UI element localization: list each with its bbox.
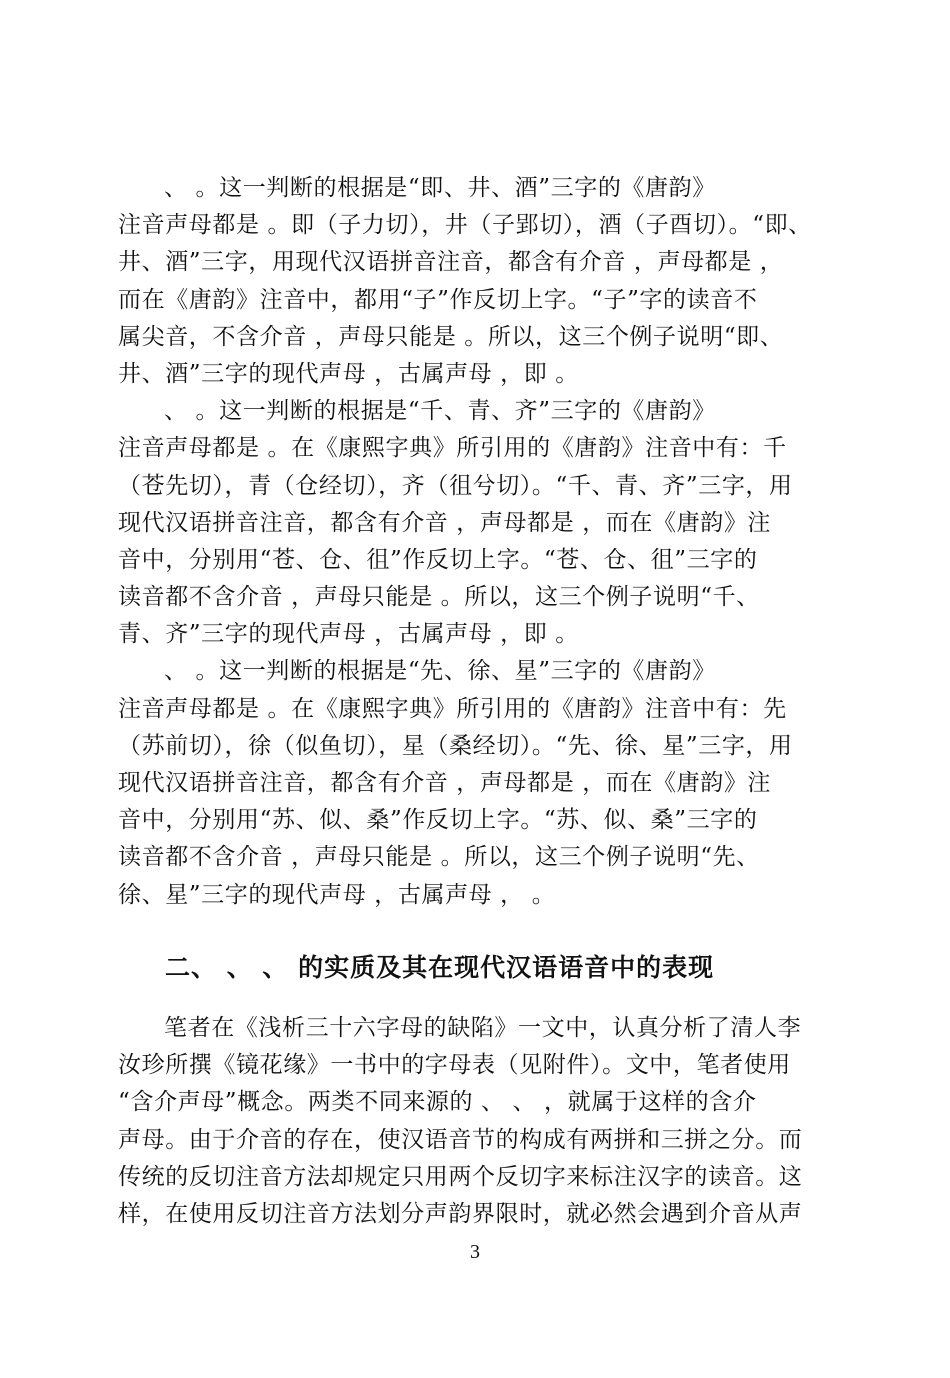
paragraph-line: （苏前切），徐（似鱼切），星（桑经切）。“先、徐、星”三字，用 xyxy=(118,732,793,759)
paragraph-line: 音中，分别用“苏、似、桑”作反切上字。“苏、似、桑”三字的 xyxy=(118,807,758,834)
paragraph-line: 注音声母都是 。在《康熙字典》所引用的《唐韵》注音中有：先 xyxy=(118,695,787,722)
paragraph-line: 、 。这一判断的根据是“千、青、齐”三字的《唐韵》 xyxy=(164,398,716,425)
paragraph-line: 井、酒”三字，用现代汉语拼音注音，都含有介音 ，声母都是 ， xyxy=(118,249,784,276)
paragraph-line: 汝珍所撰《镜花缘》一书中的字母表（见附件）。文中，笔者使用 xyxy=(118,1052,791,1079)
paragraph-line: （苍先切），青（仓经切），齐（徂兮切）。“千、青、齐”三字，用 xyxy=(118,472,793,499)
page-number: 3 xyxy=(470,1241,480,1263)
paragraph-line: 现代汉语拼音注音，都含有介音 ，声母都是 ，而在《唐韵》注 xyxy=(118,770,772,796)
paragraph-line: 声母。由于介音的存在，使汉语音节的构成有两拼和三拼之分。而 xyxy=(118,1126,803,1153)
paragraph-line: 青、齐”三字的现代声母 ，古属声母 ，即 。 xyxy=(118,621,579,648)
paragraph-line: 、 。这一判断的根据是“先、徐、星”三字的《唐韵》 xyxy=(164,658,716,685)
paragraph-line: 属尖音，不含介音 ，声母只能是 。所以，这三个例子说明“即、 xyxy=(118,323,784,350)
paragraph-line: 井、酒”三字的现代声母 ，古属声母 ，即 。 xyxy=(118,360,579,387)
paragraph-line: 注音声母都是 。即（子力切），井（子郢切），酒（子酉切）。“即、 xyxy=(118,212,812,239)
paragraph-line: 、 。这一判断的根据是“即、井、酒”三字的《唐韵》 xyxy=(164,175,716,201)
paragraph-line: 音中，分别用“苍、仓、徂”作反切上字。“苍、仓、徂”三字的 xyxy=(118,546,758,573)
paragraph-line: 而在《唐韵》注音中，都用“子”作反切上字。“子”字的读音不 xyxy=(118,286,758,313)
paragraph-line: 样，在使用反切注音方法划分声韵界限时，就必然会遇到介音从声 xyxy=(118,1200,803,1227)
paragraph-line: 读音都不含介音 ，声母只能是 。所以，这三个例子说明“先、 xyxy=(118,844,760,871)
paragraph-line: “含介声母”概念。两类不同来源的 、 、 ，就属于这样的含介 xyxy=(118,1089,757,1116)
paragraph-line: 读音都不含介音 ，声母只能是 。所以，这三个例子说明“千、 xyxy=(118,584,760,611)
paragraph-line: 传统的反切注音方法却规定只用两个反切字来标注汉字的读音。这 xyxy=(118,1163,803,1190)
paragraph-line: 笔者在《浅析三十六字母的缺陷》一文中，认真分析了清人李 xyxy=(164,1015,802,1041)
section-heading: 二、 、 、 的实质及其在现代汉语语音中的表现 xyxy=(165,953,715,982)
paragraph-line: 现代汉语拼音注音，都含有介音 ，声母都是 ，而在《唐韵》注 xyxy=(118,509,772,536)
body-paragraphs-bottom xyxy=(118,1010,836,1233)
body-paragraphs-top xyxy=(118,170,836,914)
paragraph-line: 注音声母都是 。在《康熙字典》所引用的《唐韵》注音中有：千 xyxy=(118,435,787,462)
paragraph-line: 徐、星”三字的现代声母 ，古属声母 ， 。 xyxy=(118,881,556,908)
